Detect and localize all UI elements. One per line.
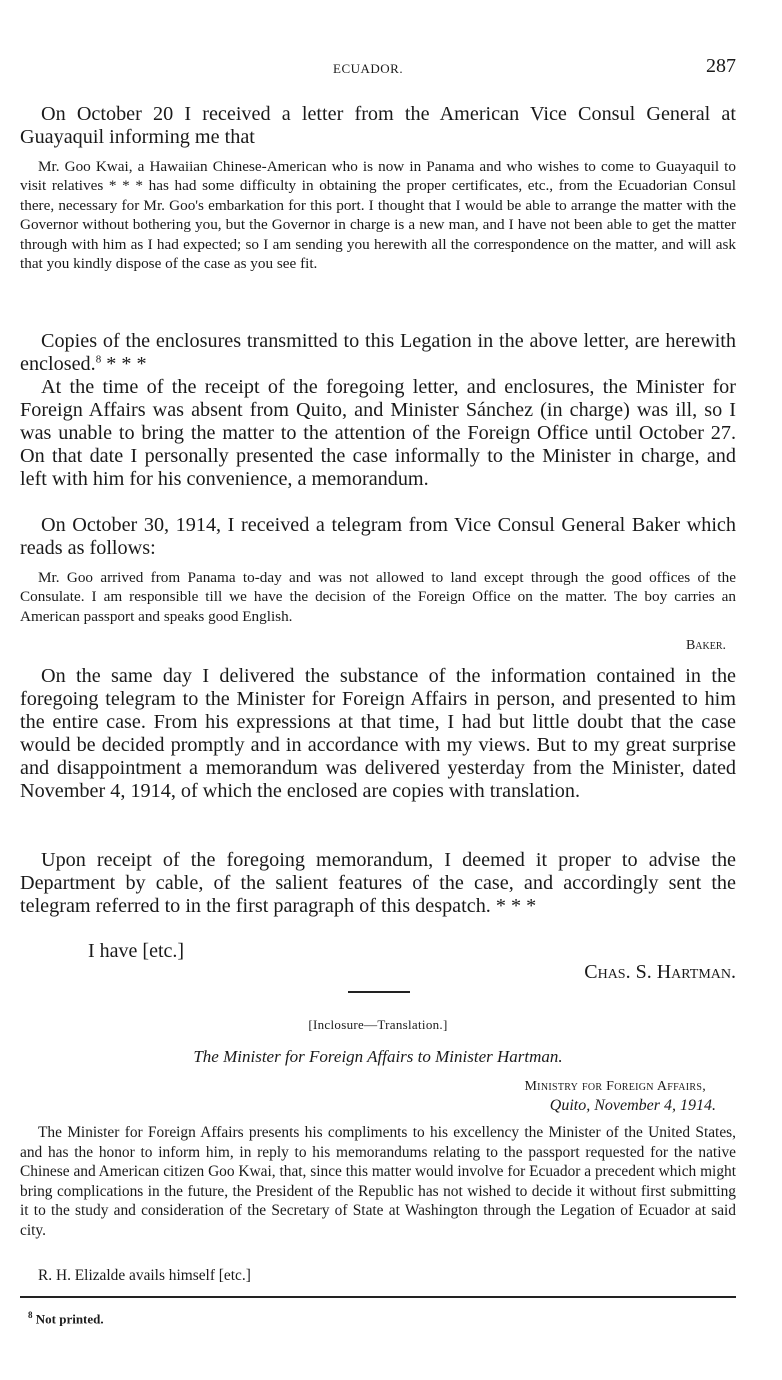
paragraph-2-ellipsis: * * *: [101, 353, 147, 375]
quote-1-block: [20, 157, 736, 273]
footnote-reference: 8: [95, 353, 102, 366]
enclosure-closing: R. H. Elizalde avails himself [etc.]: [38, 1267, 251, 1284]
paragraph-1: On October 20 I received a letter from the American Vice Consul General at Guayaquil informing me that: [20, 103, 736, 148]
paragraph-4: On October 30, 1914, I received a telegram from Vice Consul General Baker which reads as follows:: [20, 514, 736, 559]
section-divider: [348, 991, 410, 993]
closing-formula: I have [etc.]: [88, 940, 185, 962]
quoted-letter: Mr. Goo Kwai, a Hawaiian Chinese-American who is now in Panama and who wishes to come to Guayaquil to visit relatives * * * has had some difficulty in obtaining the proper certificates, etc., from the Ecuadorian Consul there, necessary for Mr. Goo's embarkation for this port. I thought that I would be able to arrange the matter with the Governor without bothering you, but the Governor in charge is a new man, and I have not been able to get the matter through with him as I had expected; so I am sending you herewith all the correspondence on the matter, and will ask that you kindly dispose of the case as you see fit.: [20, 158, 736, 273]
paragraph-6: Upon receipt of the foregoing memorandum, I deemed it proper to advise the Department by cable, of the salient features of the case, and accordingly sent the telegram referred to in the first paragraph of this despatch. * * *: [20, 849, 736, 917]
paragraph-1-block: [20, 103, 736, 149]
paragraph-2-block: [20, 330, 736, 376]
footnote-rule: [20, 1296, 736, 1298]
telegram-signature: Baker.: [685, 638, 726, 653]
enclosure-title: The Minister for Foreign Affairs to Minister Hartman.: [193, 1047, 563, 1066]
enclosure-closing-block: [20, 1266, 736, 1286]
paragraph-6-block: [20, 849, 736, 918]
enclosure-place-date: Quito, November 4, 1914.: [549, 1097, 716, 1114]
paragraph-2: [20, 330, 736, 376]
enclosure-label: [Inclosure—Translation.]: [308, 1017, 448, 1032]
quote-2-block: [20, 568, 736, 626]
running-header: [20, 55, 736, 81]
quoted-telegram: Mr. Goo arrived from Panama to-day and was not allowed to land except through the good offices of the Consulate. I am responsible till we have the decision of the Foreign Office on the matter. The boy carries an American passport and speaks good English.: [20, 569, 736, 625]
enclosure-ministry: Ministry for Foreign Affairs,: [524, 1079, 706, 1094]
paragraph-4-block: [20, 514, 736, 560]
paragraph-3: At the time of the receipt of the foregoing letter, and enclosures, the Minister for Foreign Affairs was absent from Quito, and Minister Sánchez (in charge) was ill, so I was unable to bring the matter to the attention of the Foreign Office until October 27. On that date I personally presented the case informally to the Minister in charge, and left with him for his convenience, a memorandum.: [20, 376, 736, 490]
paragraph-3-block: [20, 376, 736, 491]
paragraph-5-block: [20, 665, 736, 803]
paragraph-2-text: Copies of the enclosures transmitted to this Legation in the above letter, are herewith enclosed.: [20, 330, 736, 375]
enclosure-body: The Minister for Foreign Affairs presents his compliments to his excellency the Minister of the United States, and has the honor to inform him, in reply to his memorandums relating to the passport requested for the native Chinese and American citizen Goo Kwai, that, since this matter would involve for Ecuador a precedent which might bring complications in the future, the President of the Republic has not wished to decide it without first submitting it to the study and consideration of the Secretary of State at Washington through the Legation of Ecuador at said city.: [20, 1124, 736, 1239]
footnote-mark: 8: [28, 1310, 33, 1320]
footnote: [28, 1310, 104, 1327]
enclosure-body-block: [20, 1123, 736, 1240]
paragraph-5: On the same day I delivered the substance of the information contained in the foregoing telegram to the Minister for Foreign Affairs in person, and presented to him the entire case. From his expressions at that time, I had but little doubt that the case would be decided promptly and in accordance with my views. But to my great surprise and disappointment a memorandum was delivered yesterday from the Minister, dated November 4, 1914, of which the enclosed are copies with translation.: [20, 665, 736, 802]
running-title: ECUADOR.: [333, 61, 404, 76]
signature: Chas. S. Hartman.: [584, 961, 736, 983]
footnote-text: Not printed.: [35, 1311, 104, 1327]
page-number: 287: [706, 55, 736, 77]
